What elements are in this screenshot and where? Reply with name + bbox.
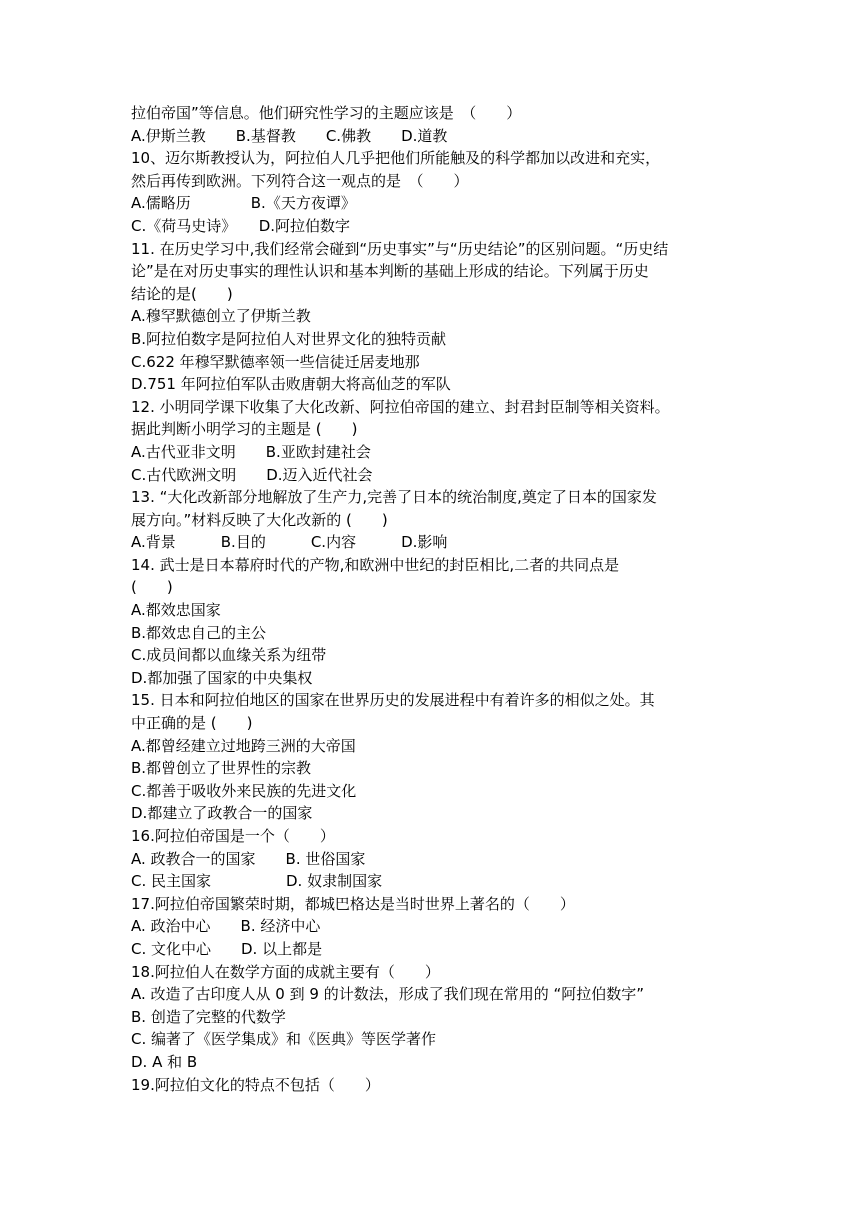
text-line: C.《荷马史诗》 D.阿拉伯数字 [131, 216, 351, 235]
text-line: C. 民主国家 D. 奴隶制国家 [131, 872, 383, 891]
text-line: C. 文化中心 D. 以上都是 [131, 939, 323, 958]
text-line: 10、迈尔斯教授认为，阿拉伯人几乎把他们所能触及的科学都加以改进和充实， [131, 149, 661, 168]
text-line: D.都建立了政教合一的国家 [131, 804, 313, 823]
text-line: C.622 年穆罕默德率领一些信徒迁居麦地那 [131, 352, 420, 371]
text-line: 15. 日本和阿拉伯地区的国家在世界历史的发展进程中有着许多的相似之处。其 [131, 691, 655, 710]
text-line: 14. 武士是日本幕府时代的产物,和欧洲中世纪的封臣相比,二者的共同点是 [131, 555, 620, 574]
text-line: ( ) [131, 578, 173, 597]
text-line: 论”是在对历史事实的理性认识和基本判断的基础上形成的结论。下列属于历史 [131, 262, 649, 281]
text-line: A.都效忠国家 [131, 601, 221, 620]
text-line: C. 编著了《医学集成》和《医典》等医学著作 [131, 1030, 437, 1049]
text-line: D. A 和 B [131, 1052, 198, 1071]
text-line: C.成员间都以血缘关系为纽带 [131, 646, 327, 665]
text-line: 11. 在历史学习中,我们经常会碰到“历史事实”与“历史结论”的区别问题。“历史结 [131, 239, 669, 258]
text-line: 12. 小明同学课下收集了大化改新、阿拉伯帝国的建立、封君封臣制等相关资料。 [131, 397, 670, 416]
text-line: 17.阿拉伯帝国繁荣时期，都城巴格达是当时世界上著名的（ ） [131, 894, 575, 913]
text-line: A. 政教合一的国家 B. 世俗国家 [131, 849, 366, 868]
text-line: 结论的是( ) [131, 284, 233, 303]
text-line: A.伊斯兰教 B.基督教 C.佛教 D.道教 [131, 126, 448, 145]
text-line: 13. “大化改新部分地解放了生产力,完善了日本的统治制度,奠定了日本的国家发 [131, 488, 657, 507]
text-line: 据此判断小明学习的主题是 ( ) [131, 420, 358, 439]
text-line: A.背景 B.目的 C.内容 D.影响 [131, 533, 448, 552]
text-line: A.都曾经建立过地跨三洲的大帝国 [131, 736, 356, 755]
text-line: 16.阿拉伯帝国是一个（ ） [131, 827, 335, 845]
text-line: A.儒略历 B.《天方夜谭》 [131, 194, 356, 213]
text-line: D.都加强了国家的中央集权 [131, 668, 313, 687]
text-line: B. 创造了完整的代数学 [131, 1007, 286, 1026]
text-line: D.751 年阿拉伯军队击败唐朝大将高仙芝的军队 [131, 375, 451, 394]
text-line: 展方向。”材料反映了大化改新的 ( ) [131, 510, 388, 529]
question-text-block [131, 102, 731, 1096]
text-line: A.古代亚非文明 B.亚欧封建社会 [131, 442, 371, 461]
text-line: B.阿拉伯数字是阿拉伯人对世界文化的独特贡献 [131, 329, 447, 348]
text-line: A. 改造了古印度人从 0 到 9 的计数法，形成了我们现在常用的 “阿拉伯数字” [131, 985, 645, 1004]
text-line: A. 政治中心 B. 经济中心 [131, 917, 321, 936]
text-line: 拉伯帝国”等信息。他们研究性学习的主题应该是 （ ） [131, 104, 522, 122]
text-line: B.都效忠自己的主公 [131, 623, 267, 642]
text-line: 中正确的是 ( ) [131, 714, 253, 733]
text-line: 然后再传到欧洲。下列符合这一观点的是 （ ） [131, 171, 469, 190]
text-line: C.都善于吸收外来民族的先进文化 [131, 781, 357, 800]
text-line: 18.阿拉伯人在数学方面的成就主要有（ ） [131, 962, 440, 981]
text-line: 19.阿拉伯文化的特点不包括（ ） [131, 1075, 380, 1094]
text-line: B.都曾创立了世界性的宗教 [131, 759, 312, 778]
text-line: C.古代欧洲文明 D.迈入近代社会 [131, 465, 373, 484]
text-line: A.穆罕默德创立了伊斯兰教 [131, 307, 311, 326]
